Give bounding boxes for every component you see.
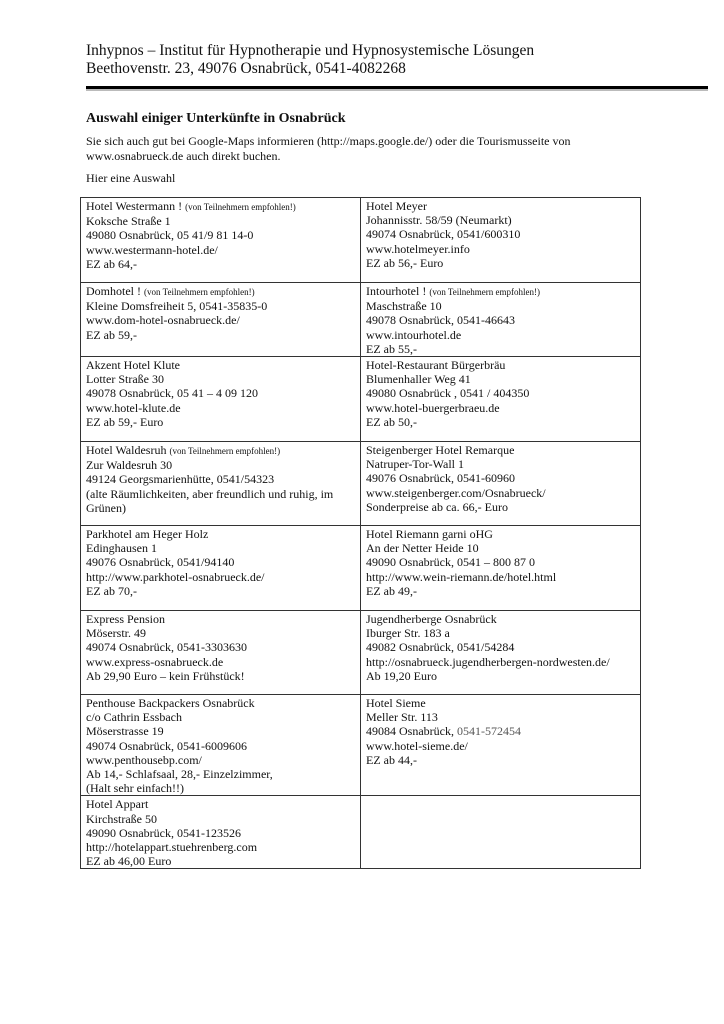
hotel-website: www.intourhotel.de: [366, 327, 462, 342]
hotel-website: http://hotelappart.stuehrenberg.com: [86, 840, 258, 855]
hotel-website: www.hotel-buergerbraeu.de: [366, 400, 500, 415]
hotel-name: Parkhotel am Heger Holz: [86, 527, 209, 542]
hotel-phone: 49076 Osnabrück, 0541/94140: [86, 555, 235, 570]
hotel-phone: 49080 Osnabrück , 0541 / 404350: [366, 386, 530, 401]
hotel-website: http://www.wein-riemann.de/hotel.html: [366, 569, 557, 584]
hotel-cell-steigenberger: [361, 442, 641, 526]
hotel-address: Iburger Str. 183 a: [366, 626, 450, 641]
hotel-price: Ab 19,20 Euro: [366, 668, 437, 683]
hotel-name: Hotel Meyer: [366, 199, 427, 213]
hotel-address: Johannisstr. 58/59 (Neumarkt): [366, 213, 512, 228]
table-row: [81, 796, 641, 869]
hotel-name: Hotel Westermann ! (von Teilnehmern empfohlen!): [86, 199, 296, 213]
hotel-cell-sieme: [361, 695, 641, 796]
header-divider: [86, 86, 708, 89]
hotel-website: www.steigenberger.com/Osnabrueck/: [366, 485, 546, 500]
hotel-name: Steigenberger Hotel Remarque: [366, 443, 515, 458]
hotel-price: EZ ab 44,-: [366, 752, 417, 767]
hotel-phone: 49074 Osnabrück, 0541-3303630: [86, 640, 247, 655]
recommended-note: (von Teilnehmern empfohlen!): [144, 287, 255, 297]
hotel-note: (Halt sehr einfach!!): [86, 781, 184, 796]
hotel-address: Zur Waldesruh 30: [86, 458, 173, 473]
recommended-note: (von Teilnehmern empfohlen!): [185, 202, 296, 212]
recommended-note: (von Teilnehmern empfohlen!): [429, 287, 540, 297]
hotel-phone: 49084 Osnabrück, 0541-572454: [366, 724, 521, 739]
hotel-website: www.penthousebp.com/: [86, 752, 202, 767]
hotel-cell-riemann: [361, 526, 641, 611]
hotel-name: Hotel Waldesruh (von Teilnehmern empfohlen!): [86, 443, 281, 458]
table-row: [81, 283, 641, 357]
hotel-cell-penthouse: [81, 695, 361, 796]
hotel-website: www.dom-hotel-osnabrueck.de/: [86, 313, 240, 328]
hotel-price: EZ ab 50,-: [366, 414, 417, 429]
hotel-phone: 49078 Osnabrück, 05 41 – 4 09 120: [86, 386, 258, 401]
hotel-name: Jugendherberge Osnabrück: [366, 612, 497, 627]
hotel-website: http://www.parkhotel-osnabrueck.de/: [86, 569, 265, 584]
hotel-phone: 49074 Osnabrück, 0541/600310: [366, 227, 521, 242]
hotel-note: (alte Räumlichkeiten, aber freundlich und ruhig, im Grünen): [86, 486, 334, 515]
hotel-price: EZ ab 49,-: [366, 583, 417, 598]
table-row: [81, 198, 641, 283]
letterhead: [86, 42, 706, 78]
hotel-name: Hotel-Restaurant Bürgerbräu: [366, 358, 506, 373]
hotel-name: Domhotel ! (von Teilnehmern empfohlen!): [86, 284, 255, 298]
page-title: Auswahl einiger Unterkünfte in Osnabrück: [86, 111, 346, 126]
hotel-phone: 49078 Osnabrück, 0541-46643: [366, 313, 515, 328]
hotel-website: www.hotelmeyer.info: [366, 241, 470, 256]
institute-name: Inhypnos – Institut für Hypnotherapie und Hypnosystemische Lösungen: [86, 42, 535, 59]
hotel-website: www.hotel-klute.de: [86, 400, 181, 415]
hotel-address: Lotter Straße 30: [86, 372, 164, 387]
table-row: [81, 695, 641, 796]
hotel-cell-parkhotel: [81, 526, 361, 611]
empty-cell: [361, 796, 641, 869]
hotel-cell-waldesruh: [81, 442, 361, 526]
hotel-name: Express Pension: [86, 612, 165, 627]
hotel-phone: 49080 Osnabrück, 05 41/9 81 14-0: [86, 228, 254, 243]
hotel-price: EZ ab 64,-: [86, 256, 137, 271]
hotel-phone: 49076 Osnabrück, 0541-60960: [366, 471, 515, 486]
hotel-price: EZ ab 70,-: [86, 583, 137, 598]
hotel-name: Intourhotel ! (von Teilnehmern empfohlen!): [366, 284, 540, 298]
hotel-contact: c/o Cathrin Essbach: [86, 710, 182, 725]
hotel-cell-express-pension: [81, 611, 361, 695]
hotel-website: http://osnabrueck.jugendherbergen-nordwesten.de/: [366, 654, 610, 669]
hotel-address: Kirchstraße 50: [86, 811, 157, 826]
table-row: [81, 442, 641, 526]
hotel-cell-appart: [81, 796, 361, 869]
hotel-address: Edinghausen 1: [86, 541, 157, 556]
lead-text: Hier eine Auswahl: [86, 171, 176, 185]
hotel-cell-buergerbraeu: [361, 357, 641, 442]
hotel-price: Ab 29,90 Euro – kein Frühstück!: [86, 668, 245, 683]
hotel-address: Meller Str. 113: [366, 710, 438, 725]
hotel-address: Möserstrasse 19: [86, 724, 164, 739]
hotel-phone: 49090 Osnabrück, 0541 – 800 87 0: [366, 555, 535, 570]
hotel-cell-jugendherberge: [361, 611, 641, 695]
hotel-cell-klute: [81, 357, 361, 442]
hotel-website: www.hotel-sieme.de/: [366, 738, 468, 753]
hotel-address: Koksche Straße 1: [86, 214, 171, 229]
hotel-name: Hotel Sieme: [366, 696, 426, 711]
hotel-price: EZ ab 46,00 Euro: [86, 854, 172, 869]
hotel-cell-intourhotel: [361, 283, 641, 357]
hotel-cell-domhotel: [81, 283, 361, 357]
hotel-name: Hotel Riemann garni oHG: [366, 527, 493, 542]
table-row: [81, 526, 641, 611]
hotel-website: www.westermann-hotel.de/: [86, 242, 218, 257]
hotel-phone: 49074 Osnabrück, 0541-6009606: [86, 738, 247, 753]
hotel-price: Sonderpreise ab ca. 66,- Euro: [366, 499, 508, 514]
hotel-name: Akzent Hotel Klute: [86, 358, 180, 373]
hotel-address: Blumenhaller Weg 41: [366, 372, 471, 387]
hotel-price: EZ ab 56,- Euro: [366, 255, 444, 270]
hotel-address: Kleine Domsfreiheit 5, 0541-35835-0: [86, 299, 268, 314]
institute-address: Beethovenstr. 23, 49076 Osnabrück, 0541-4082268: [86, 60, 406, 77]
hotel-name: Hotel Appart: [86, 797, 149, 812]
hotel-address: Möserstr. 49: [86, 626, 146, 641]
recommended-note: (von Teilnehmern empfohlen!): [169, 446, 281, 457]
hotel-phone: 49090 Osnabrück, 0541-123526: [86, 825, 241, 840]
hotel-name: Penthouse Backpackers Osnabrück: [86, 696, 255, 711]
intro-text: Sie sich auch gut bei Google-Maps informieren (http://maps.google.de/) oder die Tourismusseite von www.osnabrueck.de auch direkt buchen.: [86, 134, 571, 163]
hotel-address: An der Netter Heide 10: [366, 541, 479, 556]
hotel-address: Maschstraße 10: [366, 299, 442, 314]
table-row: [81, 611, 641, 695]
hotel-website: www.express-osnabrueck.de: [86, 654, 224, 669]
hotel-price: EZ ab 55,-: [366, 341, 417, 356]
hotel-address: Natruper-Tor-Wall 1: [366, 457, 465, 472]
hotel-price: Ab 14,- Schlafsaal, 28,- Einzelzimmer,: [86, 767, 273, 782]
table-row: [81, 357, 641, 442]
hotel-table: [80, 197, 641, 869]
hotel-price: EZ ab 59,- Euro: [86, 414, 164, 429]
hotel-phone: 49082 Osnabrück, 0541/54284: [366, 640, 515, 655]
hotel-price: EZ ab 59,-: [86, 327, 137, 342]
hotel-phone: 49124 Georgsmarienhütte, 0541/54323: [86, 472, 275, 487]
hotel-cell-westermann: [81, 198, 361, 283]
hotel-cell-meyer: [361, 198, 641, 283]
